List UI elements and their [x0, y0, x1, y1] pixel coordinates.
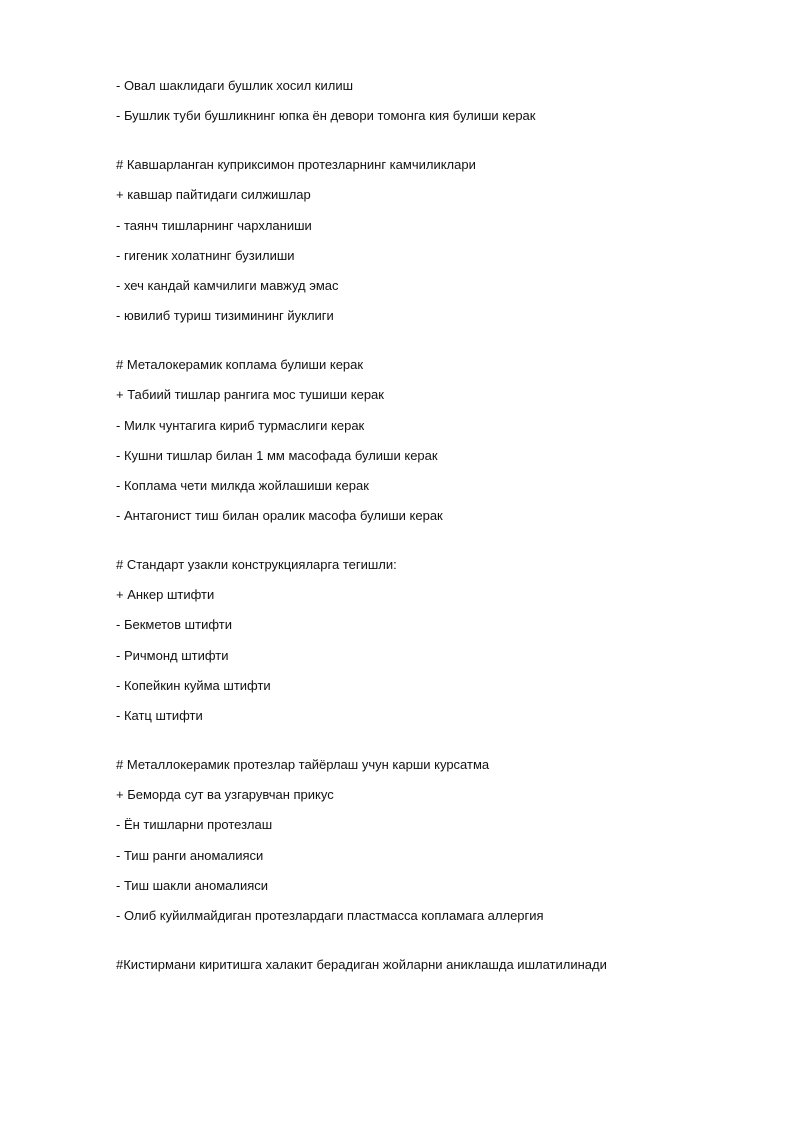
answer-option: - хеч кандай камчилиги мавжуд эмас	[116, 277, 339, 293]
answer-option: - Овал шаклидаги бушлик хосил килиш	[116, 78, 354, 93]
answer-option: - Катц штифти	[116, 708, 203, 723]
answer-option: - Кушни тишлар билан 1 мм масофада булиши керак	[116, 447, 438, 463]
answer-option: - ювилиб туриш тизимининг йуклиги	[116, 308, 334, 324]
answer-option: - Копейкин куйма штифти	[116, 677, 271, 693]
answer-option-correct: + Беморда сут ва узгарувчан прикус	[116, 787, 334, 803]
answer-option: - Ён тишларни протезлаш	[116, 817, 273, 833]
answer-option: - Антагонист тиш билан оралик масофа булиши керак	[116, 508, 443, 524]
answer-option: - Ричмонд штифти	[116, 647, 229, 663]
answer-option-correct: + Табиий тишлар рангига мос тушиши керак	[116, 387, 384, 403]
answer-option: - таянч тишларнинг чархланиши	[116, 217, 312, 233]
answer-option: - гигеник холатнинг бузилиши	[116, 247, 295, 263]
answer-option-correct: + кавшар пайтидаги силжишлар	[116, 187, 311, 203]
question-heading: #Кистирмани киритишга халакит берадиган жойларни аниклашда ишлатилинади	[116, 956, 607, 972]
answer-option: - Бушлик туби бушликнинг юпка ён девори томонга кия булиши керак	[116, 108, 536, 124]
answer-option: - Бекметов штифти	[116, 617, 232, 633]
question-heading: # Кавшарланган куприксимон протезларнинг камчиликлари	[116, 157, 476, 173]
answer-option: - Коплама чети милкда жойлашиши керак	[116, 477, 369, 493]
question-heading: # Металокерамик коплама булиши керак	[116, 357, 364, 373]
answer-option: - Тиш ранги аномалияси	[116, 847, 264, 863]
document-content	[116, 76, 756, 985]
question-heading: # Стандарт узакли конструкцияларга тегишли:	[116, 557, 397, 573]
answer-option: - Олиб куйилмайдиган протезлардаги пластмасса копламага аллергия	[116, 907, 544, 923]
answer-option: - Милк чунтагига кириб турмаслиги керак	[116, 417, 365, 433]
answer-option-correct: + Анкер штифти	[116, 587, 215, 603]
answer-option: - Тиш шакли аномалияси	[116, 877, 269, 893]
question-heading: # Металлокерамик протезлар тайёрлаш учун карши курсатма	[116, 757, 490, 772]
